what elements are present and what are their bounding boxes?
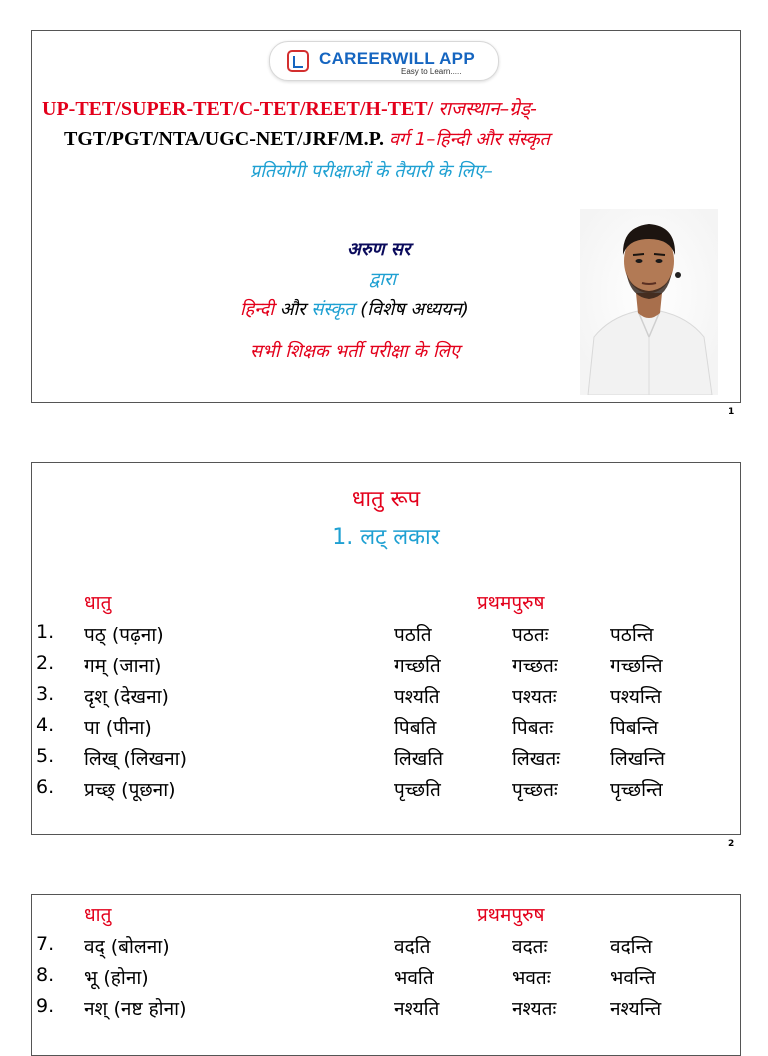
- logo-name: CAREERWILL APP: [319, 49, 475, 68]
- row-form-singular: लिखति: [394, 748, 444, 770]
- row-form-singular: भवति: [394, 967, 434, 989]
- dhatu-roop-slide: [31, 462, 741, 835]
- row-root: दृश् (देखना): [84, 686, 169, 708]
- table-row: [32, 995, 740, 1025]
- row-root: लिख् (लिखना): [84, 748, 188, 770]
- exam-preparation-line: प्रतियोगी परीक्षाओं के तैयारी के लिए–: [250, 161, 493, 182]
- row-form-singular: गच्छति: [394, 655, 441, 677]
- row-number: 6.: [36, 776, 55, 798]
- subject-hindi: हिन्दी: [240, 299, 275, 320]
- row-root: नश् (नष्ट होना): [84, 998, 187, 1020]
- section-subtitle: 1. लट् लकार: [332, 525, 440, 550]
- row-form-singular: पिबति: [394, 717, 437, 739]
- row-form-singular: नश्यति: [394, 998, 440, 1020]
- by-label: द्वारा: [369, 269, 397, 290]
- table-header: [32, 901, 740, 931]
- column-pratham-purush: प्रथमपुरुष: [477, 592, 545, 614]
- table-row: [32, 652, 740, 682]
- exam-list-line1: [42, 95, 537, 121]
- row-form-dual: पृच्छतः: [512, 779, 558, 801]
- author-name: अरुण सर: [347, 239, 411, 260]
- table-row: [32, 745, 740, 775]
- section-title: धातु रूप: [351, 487, 421, 512]
- row-number: 9.: [36, 995, 55, 1017]
- row-number: 4.: [36, 714, 55, 736]
- table-row: [32, 933, 740, 963]
- purpose-line: सभी शिक्षक भर्ती परीक्षा के लिए: [250, 341, 460, 362]
- row-form-plural: वदन्ति: [610, 936, 653, 958]
- page-number-1: 1: [728, 407, 735, 417]
- subject-special: (विशेष अध्ययन): [360, 299, 469, 320]
- exam-list-hindi: राजस्थान–ग्रेड्-: [438, 98, 537, 120]
- exam-list-line2: [64, 127, 550, 151]
- row-form-dual: लिखतः: [512, 748, 561, 770]
- careerwill-logo: [269, 41, 499, 81]
- row-form-singular: पृच्छति: [394, 779, 441, 801]
- dhatu-roop-slide-continued: [31, 894, 741, 1056]
- row-root: वद् (बोलना): [84, 936, 170, 958]
- subject-and: और: [279, 299, 306, 320]
- row-form-dual: गच्छतः: [512, 655, 558, 677]
- row-number: 8.: [36, 964, 55, 986]
- row-form-singular: पठति: [394, 624, 432, 646]
- exam-list-english-2: TGT/PGT/NTA/UGC-NET/JRF/M.P.: [64, 128, 385, 150]
- row-root: गम् (जाना): [84, 655, 162, 677]
- row-form-dual: पश्यतः: [512, 686, 557, 708]
- row-form-dual: पिबतः: [512, 717, 554, 739]
- row-number: 7.: [36, 933, 55, 955]
- title-slide: [31, 30, 741, 403]
- row-form-singular: वदति: [394, 936, 431, 958]
- row-form-plural: भवन्ति: [610, 967, 656, 989]
- presenter-photo: [580, 209, 718, 395]
- table-row: [32, 964, 740, 994]
- row-form-plural: नश्यन्ति: [610, 998, 662, 1020]
- row-form-dual: नश्यतः: [512, 998, 557, 1020]
- column-pratham-purush: प्रथमपुरुष: [477, 904, 545, 926]
- row-number: 3.: [36, 683, 55, 705]
- row-number: 2.: [36, 652, 55, 674]
- row-form-plural: पिबन्ति: [610, 717, 659, 739]
- table-row: [32, 714, 740, 744]
- row-root: पा (पीना): [84, 717, 152, 739]
- subject-sanskrit: संस्कृत: [311, 299, 355, 320]
- row-root: भू (होना): [84, 967, 149, 989]
- row-number: 5.: [36, 745, 55, 767]
- subject-line: [240, 297, 469, 321]
- column-dhatu: धातु: [84, 904, 112, 926]
- table-row: [32, 683, 740, 713]
- row-form-plural: लिखन्ति: [610, 748, 665, 770]
- exam-subject-hindi: वर्ग 1–हिन्दी और संस्कृत: [389, 129, 550, 150]
- logo-tagline: Easy to Learn.....: [401, 67, 462, 76]
- row-form-plural: पृच्छन्ति: [610, 779, 663, 801]
- row-form-plural: पठन्ति: [610, 624, 654, 646]
- row-root: पठ् (पढ़ना): [84, 624, 164, 646]
- table-row: [32, 621, 740, 651]
- table-row: [32, 776, 740, 806]
- table-header: [32, 589, 740, 619]
- exam-list-english: UP-TET/SUPER-TET/C-TET/REET/H-TET/: [42, 98, 434, 120]
- row-form-dual: पठतः: [512, 624, 549, 646]
- row-form-dual: भवतः: [512, 967, 551, 989]
- column-dhatu: धातु: [84, 592, 112, 614]
- row-form-singular: पश्यति: [394, 686, 440, 708]
- row-form-dual: वदतः: [512, 936, 548, 958]
- row-form-plural: पश्यन्ति: [610, 686, 662, 708]
- row-root: प्रच्छ् (पूछना): [84, 779, 176, 801]
- row-form-plural: गच्छन्ति: [610, 655, 663, 677]
- row-number: 1.: [36, 621, 55, 643]
- careerwill-logo-icon: [287, 50, 309, 72]
- page-number-2: 2: [728, 839, 735, 849]
